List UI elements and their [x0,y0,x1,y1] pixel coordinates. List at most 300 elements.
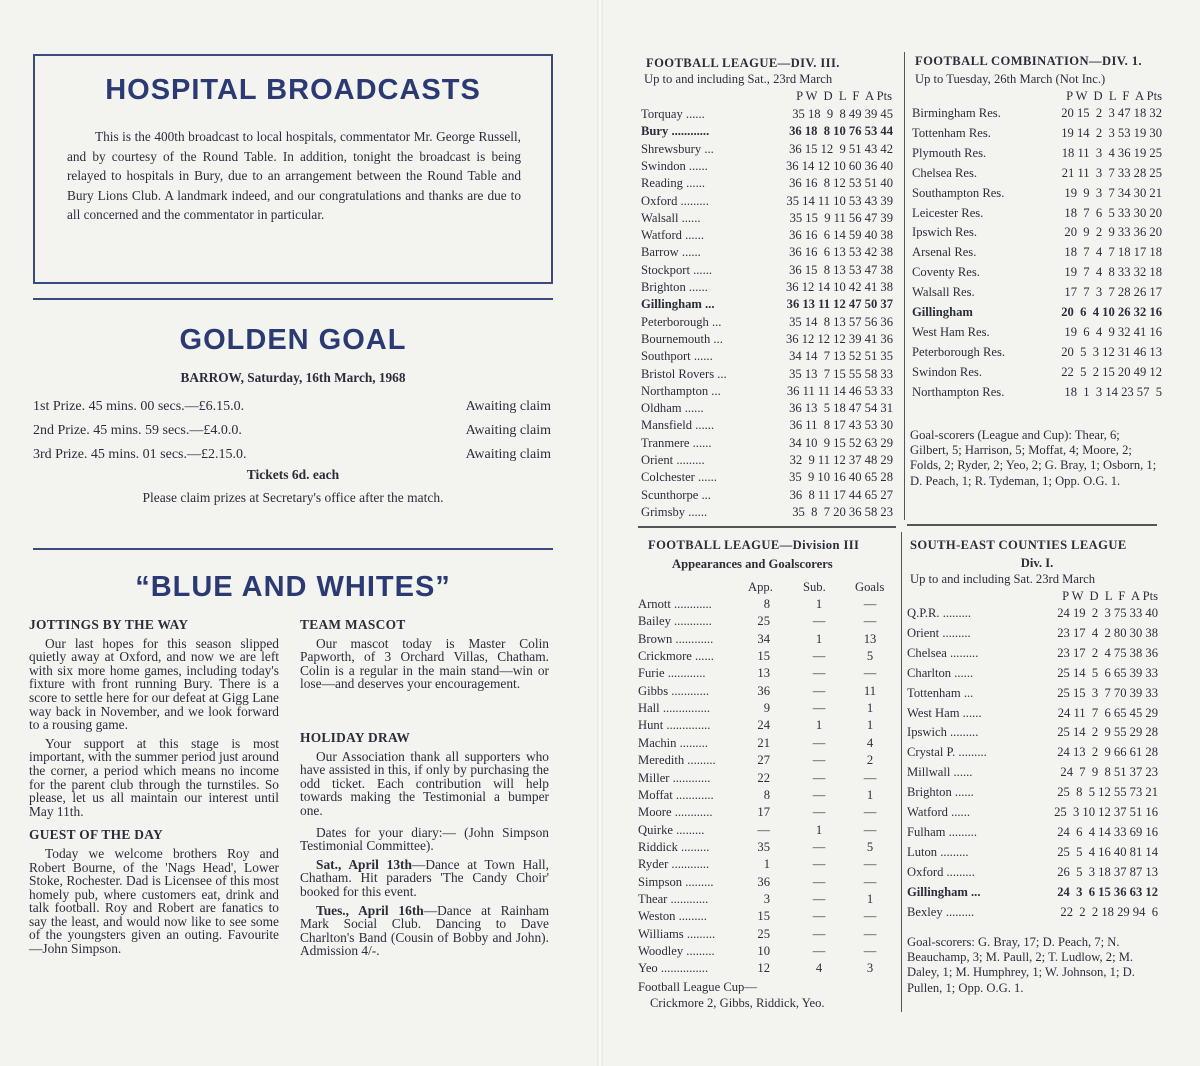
team-name: Shrewsbury ... [641,141,714,156]
appearances-count: 15 [757,649,770,664]
prize-label: 3rd Prize. 45 mins. 01 secs.—£2.15.0. [33,447,247,462]
team-stats: 19 6 4 9 32 41 16 [1064,324,1162,339]
mascot-heading: TEAM MASCOT [300,617,406,632]
team-name: Southampton Res. [912,185,1005,200]
substitute-count: — [812,614,826,629]
event-text: —Dance at Town Hall, Chatham. Hit paraders 'The Candy Choir' booked for this event. [300,856,549,899]
team-name: Chelsea Res. [912,165,978,180]
player-name: Weston ......... [638,909,707,924]
appearance-row [638,736,898,753]
team-stats: 36 15 8 13 53 47 38 [789,262,893,277]
table-row [641,418,893,435]
team-stats: 19 9 3 7 34 30 21 [1064,185,1162,200]
table-row [907,725,1158,742]
team-stats: 20 9 2 9 33 36 20 [1064,225,1162,240]
table-row [641,453,893,470]
appearances-count: 13 [757,666,770,681]
team-name: Oxford ......... [641,193,709,208]
guest-paragraph: Today we welcome brothers Roy and Robert Bourne, of the 'Nags Head', Lower Stoke, Rochester. Dad is Licensee of this most homely pub, where customers eat, drink and talk football. Roy and Robert are fanatics to say the least, and would now like to see some of the youngsters given an outing. Favourite—John Simpson. [29,845,279,957]
team-name: Stockport ...... [641,262,713,277]
team-name: Luton ......... [907,844,969,859]
table-row [912,265,1162,282]
appearance-row [638,701,898,718]
div3-header: P W D L F A Pts [796,89,892,103]
table-row [907,666,1158,683]
team-name: Ipswich ......... [907,725,979,740]
prize-row [33,423,553,439]
goals-count: — [863,926,877,941]
divider [638,526,896,528]
team-name: Scunthorpe ... [641,487,711,502]
team-name: Northampton ... [641,383,721,398]
prize-row [33,447,553,463]
cup-scorers: Crickmore 2, Gibbs, Riddick, Yeo. [650,996,825,1010]
team-name: Southport ...... [641,349,713,364]
team-name: Charlton ...... [907,665,974,680]
table-row [641,124,893,141]
prize-status: Awaiting claim [465,399,551,414]
goals-count: — [863,909,877,924]
team-name: Mansfield ...... [641,418,715,433]
combination-scorers: Goal-scorers (League and Cup): Thear, 6; Gilbert, 5; Harrison, 5; Moffat, 4; Moore, 2; Folds, 2; Ryder, 2; Yeo, 2; G. Bray, 1; Osborn, 1; D. Peach, 1; R. Tydeman, 1; Opp. O.G. 1. [910,428,1157,488]
team-stats: 24 3 6 15 36 63 12 [1057,884,1158,899]
player-name: Yeo ............... [638,961,709,976]
table-row [641,297,893,314]
team-name: Crystal P. ......... [907,745,987,760]
appearances-count: 9 [763,701,770,716]
team-name: Fulham ......... [907,824,977,839]
table-row [907,885,1158,902]
col-app-header: App. [748,580,773,594]
event-text: —Dance at Rainham Mark Social Club. Dancing to Dave Charlton's Band (Cousin of Bobby and John). Admission 4/-. [300,902,549,959]
southeast-scorers: Goal-scorers: G. Bray, 17; D. Peach, 7; N. Beauchamp, 3; M. Paull, 2; T. Ludlow, 2; M. Daley, 1; M. Humphrey, 1; W. Johnson, 1; D. Pullen, 1; Opp. O.G. 1. [907,935,1135,995]
team-stats: 32 9 11 12 37 48 29 [789,453,893,467]
team-stats: 24 6 4 14 33 69 16 [1057,824,1158,839]
divider [33,548,553,550]
team-name: Swindon ...... [641,158,708,173]
prize-row [33,399,553,415]
table-row [912,146,1162,163]
table-row [907,745,1158,762]
goals-count: — [863,822,877,837]
table-row [907,686,1158,703]
substitute-count: — [812,926,826,941]
table-row [641,384,893,401]
guest-heading: GUEST OF THE DAY [29,827,163,843]
team-name: Walsall ...... [641,210,701,225]
player-name: Ryder ............ [638,857,710,872]
team-name: Orient ......... [907,625,971,640]
div3-title: FOOTBALL LEAGUE—DIV. III. [646,56,840,70]
southeast-title: SOUTH-EAST COUNTIES LEAGUE [910,538,1127,552]
prize-status: Awaiting claim [465,423,551,438]
substitute-count: — [812,839,826,854]
goals-count: 13 [863,631,877,646]
team-stats: 36 18 8 10 76 53 44 [789,124,893,139]
combination-subtitle: Up to Tuesday, 26th March (Not Inc.) [915,72,1106,86]
table-row [641,263,893,280]
goals-count: — [863,857,877,872]
table-row [907,626,1158,643]
player-name: Hunt .............. [638,718,711,733]
player-name: Gibbs ............ [638,683,710,698]
team-stats: 36 12 14 10 42 41 38 [785,280,893,294]
team-stats: 36 16 6 14 59 40 38 [789,228,893,243]
team-stats: 25 14 5 6 65 39 33 [1057,665,1158,680]
table-row [641,505,893,522]
team-name: Barrow ...... [641,245,701,260]
table-row [641,488,893,505]
goals-count: 11 [863,683,877,698]
team-stats: 24 7 9 8 51 37 23 [1060,765,1158,780]
table-row [912,365,1162,382]
goals-count: — [863,770,877,785]
hospital-text: This is the 400th broadcast to local hospitals, commentator Mr. George Russell, and by courtesy of the Round Table. In addition, tonight the broadcast is being relayed to hospitals in Bury, due to an arrangement between the Round Table and Bury Lions Club. A landmark indeed, and our congratulations and thanks are due to all concerned and the commentator in particular. [67,129,521,223]
appearance-row [638,632,898,649]
table-row [641,470,893,487]
team-stats: 17 7 3 7 28 26 17 [1064,285,1162,300]
draw-heading: HOLIDAY DRAW [300,729,411,745]
table-row [907,646,1158,663]
col-goals-header: Goals [855,580,885,594]
team-name: Torquay ...... [641,107,705,121]
team-stats: 20 5 3 12 31 46 13 [1061,344,1162,359]
substitute-count: 4 [815,961,823,976]
appearances-count: 8 [763,787,770,802]
table-row [907,825,1158,842]
appearance-row [638,944,898,961]
substitute-count: — [812,805,826,820]
goals-count: — [863,597,877,611]
appearances-count: 10 [757,944,770,958]
team-name: Grimsby ...... [641,504,708,519]
right-page [600,0,1200,1066]
team-stats: 20 15 2 3 47 18 32 [1061,106,1162,120]
goals-count: — [863,874,877,889]
table-row [907,706,1158,723]
appearance-row [638,666,898,683]
team-stats: 36 11 11 14 46 53 33 [786,383,893,398]
combination-header: P W D L F A Pts [1066,89,1162,103]
team-name: Brighton ...... [641,280,708,294]
team-name: Chelsea ......... [907,645,979,660]
appearances-count: 15 [757,909,770,924]
substitute-count: 1 [815,597,823,611]
goals-count: 1 [866,787,874,802]
appearances-count: 17 [757,805,770,820]
team-stats: 21 11 3 7 33 28 25 [1061,165,1162,180]
player-name: Moore ............ [638,805,713,820]
team-stats: 19 7 4 8 33 32 18 [1064,265,1162,280]
team-name: Leicester Res. [912,205,984,220]
team-name: West Ham Res. [912,324,990,339]
prize-label: 1st Prize. 45 mins. 00 secs.—£6.15.0. [33,399,245,414]
player-name: Meredith ......... [638,753,716,768]
table-row [907,606,1158,623]
team-name: Millwall ...... [907,765,973,780]
appearances-count: 25 [757,926,770,941]
appearance-row [638,961,898,978]
team-stats: 34 14 7 13 52 51 35 [789,349,893,364]
southeast-subtitle: Up to and including Sat. 23rd March [910,572,1096,586]
appearance-row [638,718,898,735]
team-name: Northampton Res. [912,384,1005,399]
team-name: Peterborough Res. [912,344,1006,359]
table-row [907,805,1158,822]
table-row [912,345,1162,362]
team-name: Colchester ...... [641,470,717,485]
jottings-column [29,618,279,956]
substitute-count: — [812,891,826,906]
team-name: Orient ......... [641,453,705,467]
substitute-count: — [812,874,826,889]
goals-count: 2 [866,753,874,768]
appearance-row [638,597,898,614]
table-row [641,349,893,366]
team-name: Walsall Res. [912,285,975,300]
team-stats: 36 11 8 17 43 53 30 [789,418,893,433]
substitute-count: — [812,770,826,785]
substitute-count: — [812,944,826,958]
team-stats: 36 13 11 12 47 50 37 [786,297,893,312]
goals-count: — [863,944,877,958]
team-name: Bristol Rovers ... [641,366,727,381]
table-row [912,385,1162,402]
table-row [912,186,1162,203]
table-row [907,845,1158,862]
team-stats: 35 13 7 15 55 58 33 [789,366,893,381]
appearance-row [638,788,898,805]
team-name: Arsenal Res. [912,245,977,260]
team-stats: 18 1 3 14 23 57 5 [1064,384,1162,399]
player-name: Moffat ............ [638,787,714,802]
substitute-count: — [812,909,826,924]
combination-title: FOOTBALL COMBINATION—DIV. 1. [915,54,1142,68]
substitute-count: — [812,753,826,768]
prize-label: 2nd Prize. 45 mins. 59 secs.—£4.0.0. [33,423,242,438]
team-name: Oldham ...... [641,401,704,416]
table-row [912,126,1162,143]
team-name: Plymouth Res. [912,145,987,160]
appearance-row [638,892,898,909]
team-name: Coventy Res. [912,265,980,280]
appearances-title: FOOTBALL LEAGUE—Division III [648,538,860,552]
mascot-column [300,618,549,958]
event-date: Tues., April 16th [316,902,424,918]
goals-count: 4 [866,735,874,750]
appearance-row [638,840,898,857]
table-row [641,142,893,159]
substitute-count: 1 [815,631,823,646]
player-name: Quirke ......... [638,822,705,837]
player-name: Hall ............... [638,701,711,716]
appearances-count: 25 [757,614,770,629]
substitute-count: — [812,735,826,750]
appearances-subtitle: Appearances and Goalscorers [672,557,833,571]
team-name: Gillingham ... [907,884,981,899]
team-name: Oxford ......... [907,864,975,879]
appearance-row [638,875,898,892]
team-stats: 36 15 12 9 51 43 42 [789,141,893,156]
table-row [641,176,893,193]
appearances-count: 36 [757,874,770,889]
player-name: Simpson ......... [638,874,714,889]
goals-count: 1 [866,701,874,716]
cup-heading: Football League Cup— [638,980,757,994]
team-stats: 24 11 7 6 65 45 29 [1057,705,1158,720]
blue-and-whites-title: “BLUE AND WHITES” [135,571,451,603]
table-row [907,785,1158,802]
appearances-count: 24 [757,718,770,733]
team-stats: 24 19 2 3 75 33 40 [1057,606,1158,620]
team-stats: 35 14 11 10 53 43 39 [786,193,893,208]
team-stats: 26 5 3 18 37 87 13 [1057,864,1158,879]
table-row [912,206,1162,223]
southeast-div: Div. I. [1020,556,1054,570]
goals-count: 5 [866,839,874,854]
table-row [641,315,893,332]
divider [33,298,553,300]
table-row [641,280,893,297]
divider [907,524,1157,526]
substitute-count: — [812,683,826,698]
goals-count: 3 [866,961,874,976]
team-name: Watford ...... [641,228,704,243]
team-stats: 36 16 6 13 53 42 38 [789,245,893,260]
table-row [907,865,1158,882]
appearances-count: 12 [757,961,770,976]
appearance-row [638,823,898,840]
draw-paragraph: Our Association thank all supporters who have assisted in this, if only by purchasing the odd ticket. Each contribution will help towards making the Testimonial a bumper one. [300,748,549,818]
appearances-count: 21 [757,735,770,750]
team-stats: 35 8 7 20 36 58 23 [792,504,893,519]
team-name: Bexley ......... [907,904,975,919]
table-row [912,245,1162,262]
column-divider [901,532,902,1012]
appearances-count: 35 [757,839,770,854]
substitute-count: 1 [815,718,823,733]
team-name: Q.P.R. ......... [907,606,972,620]
table-row [907,905,1158,922]
goals-count: — [863,666,877,681]
goals-count: 5 [866,649,874,664]
team-stats: 35 9 10 16 40 65 28 [789,470,893,485]
player-name: Furie ............ [638,666,706,681]
event-paragraph [300,904,549,958]
team-stats: 36 14 12 10 60 36 40 [785,158,893,173]
substitute-count: — [812,857,826,872]
team-stats: 22 5 2 15 20 49 12 [1061,364,1162,379]
goals-count: 1 [866,891,874,906]
player-name: Bailey ............ [638,614,712,629]
player-name: Machin ......... [638,735,708,750]
appearances-count: 22 [757,770,770,785]
appearance-row [638,649,898,666]
goals-count: 1 [866,718,874,733]
team-stats: 25 3 10 12 37 51 16 [1054,805,1158,819]
team-name: Watford ...... [907,805,970,819]
table-row [912,225,1162,242]
team-stats: 25 8 5 12 55 73 21 [1057,785,1158,800]
appearance-row [638,805,898,822]
team-stats: 23 17 2 4 75 38 36 [1057,645,1158,660]
player-name: Woodley ......... [638,944,715,958]
table-row [912,305,1162,322]
team-stats: 36 8 11 17 44 65 27 [789,487,893,502]
appearances-count: 27 [757,753,770,768]
dates-paragraph: Dates for your diary:— (John Simpson Testimonial Committee). [300,824,549,854]
team-name: Bournemouth ... [641,331,723,346]
hospital-broadcasts-box [33,54,553,284]
substitute-count: — [812,649,826,664]
team-stats: 24 13 2 9 66 61 28 [1057,745,1158,760]
team-name: Tottenham ... [907,685,974,700]
team-stats: 36 16 8 12 53 51 40 [789,176,893,191]
tickets-note: Tickets 6d. each [246,467,340,482]
table-row [641,194,893,211]
team-stats: 35 18 9 8 49 39 45 [792,107,893,121]
goals-count: — [863,614,877,629]
team-name: Tottenham Res. [912,125,991,140]
appearance-row [638,909,898,926]
team-stats: 22 2 2 18 29 94 6 [1060,904,1158,919]
appearance-row [638,684,898,701]
golden-goal-title: GOLDEN GOAL [179,324,407,356]
team-name: Brighton ...... [907,785,974,800]
prize-status: Awaiting claim [465,447,551,462]
column-divider [904,52,905,520]
appearances-count: 3 [763,891,770,906]
appearance-row [638,753,898,770]
team-name: West Ham ...... [907,705,982,720]
team-name: Gillingham ... [641,297,715,312]
team-stats: 36 13 5 18 47 54 31 [789,401,893,416]
appearances-count: 8 [763,597,770,611]
appearances-count: 34 [757,631,770,646]
table-row [641,159,893,176]
jottings-heading: JOTTINGS BY THE WAY [29,617,189,632]
team-stats: 18 11 3 4 36 19 25 [1061,145,1162,160]
div3-subtitle: Up to and including Sat., 23rd March [644,72,833,86]
golden-goal-subtitle: BARROW, Saturday, 16th March, 1968 [180,370,406,385]
appearance-row [638,614,898,631]
team-name: Reading ...... [641,176,706,191]
substitute-count: 1 [815,822,823,837]
substitute-count: — [812,787,826,802]
team-name: Gillingham [912,305,973,319]
team-stats: 25 15 3 7 70 39 33 [1057,685,1158,700]
team-stats: 25 5 4 16 40 81 14 [1057,844,1158,859]
appearances-count: 36 [757,683,770,698]
team-name: Peterborough ... [641,314,722,329]
table-row [907,765,1158,782]
player-name: Williams ......... [638,926,716,941]
team-stats: 35 14 8 13 57 56 36 [789,314,893,329]
table-row [912,106,1162,123]
team-name: Birmingham Res. [912,106,1001,120]
player-name: Miller ............ [638,770,711,785]
player-name: Brown ............ [638,631,714,646]
team-name: Swindon Res. [912,364,982,379]
table-row [912,285,1162,302]
table-row [641,211,893,228]
team-name: Ipswich Res. [912,225,978,240]
player-name: Arnott ............ [638,597,712,611]
substitute-count: — [812,666,826,681]
table-row [912,166,1162,183]
team-stats: 20 6 4 10 26 32 16 [1061,305,1162,319]
player-name: Crickmore ...... [638,649,714,664]
